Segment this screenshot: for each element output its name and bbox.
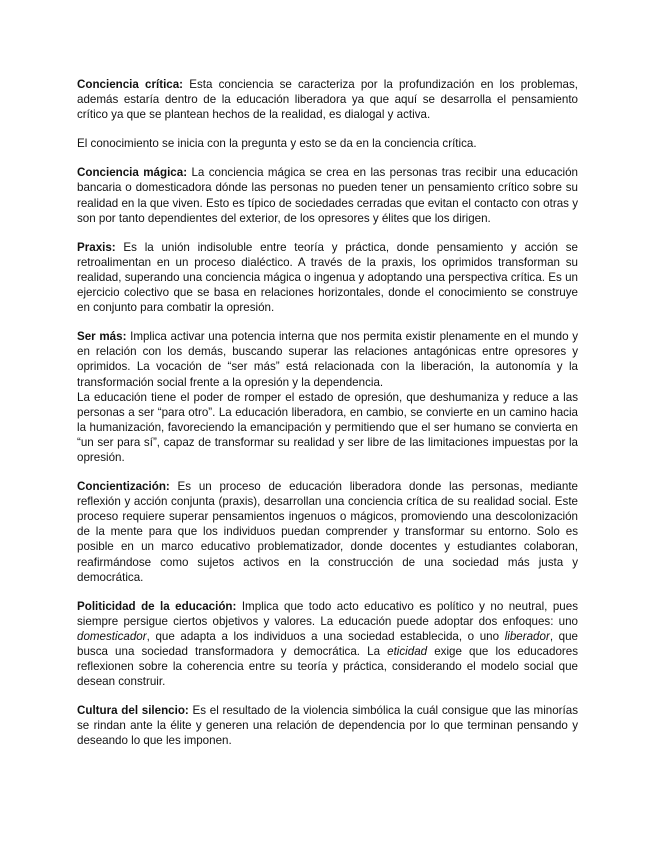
- paragraph-concientizacion: [77, 479, 578, 585]
- paragraph-praxis: [77, 240, 578, 315]
- paragraph-conciencia-magica: [77, 165, 578, 225]
- term-conciencia-magica: Conciencia mágica:: [77, 166, 188, 180]
- definition-politicidad-part-1: Implica que todo acto educativo es político y no neutral, pues siempre persigue ciertos objetivos y valores. La educación puede adoptar dos enfoques: uno: [77, 599, 578, 628]
- definition-cultura-silencio: Es el resultado de la violencia simbólica la cuál consigue que las minorías se rindan ante la élite y generen una relación de dependencia por lo que terminan pensando y deseando lo que les imponen.: [77, 704, 578, 748]
- definition-politicidad-eticidad: eticidad: [387, 645, 428, 658]
- term-conciencia-critica: Conciencia crítica:: [77, 78, 184, 91]
- definition-conciencia-critica: Esta conciencia se caracteriza por la profundización en los problemas, además estaría dentro de la educación liberadora ya que aquí se desarrolla el pensamiento crítico ya que se plantean hechos de la realidad, es dialogal y activa.: [77, 78, 578, 122]
- definition-conciencia-magica: La conciencia mágica se crea en las personas tras recibir una educación bancaria o domesticadora dónde las personas no pueden tener un pensamiento crítico sobre su realidad en la que viven. Esto es típico de sociedades cerradas que evitan el contacto con otras y son por tanto dependientes del exterior, de los opresores y élites que los dirigen.: [77, 166, 578, 225]
- paragraph-conocimiento: [77, 136, 578, 151]
- statement-conocimiento: El conocimiento se inicia con la pregunta y esto se da en la conciencia crítica.: [77, 137, 477, 151]
- definition-politicidad-part-4: exige que los educadores reflexionen sobre la coherencia entre su teoría y práctica, considerando el modelo social que desean construir.: [77, 645, 578, 689]
- term-concientizacion: Concientización:: [77, 480, 170, 494]
- definition-politicidad-part-3: , que busca una sociedad transformadora y democrática. La: [77, 629, 578, 658]
- definition-politicidad-liberador: liberador: [504, 629, 550, 643]
- term-cultura-silencio: Cultura del silencio:: [77, 704, 189, 718]
- paragraph-ser-mas: [77, 329, 578, 389]
- definition-praxis: Es la unión indisoluble entre teoría y práctica, donde pensamiento y acción se retroalimentan en un proceso dialéctico. A través de la praxis, los oprimidos transforman su realidad, superando una conciencia mágica o ingenua y adoptando una perspectiva crítica. Es un ejercicio colectivo que se basa en relaciones horizontales, donde el conocimiento se construye en conjunto para combatir la opresión.: [77, 240, 578, 315]
- paragraph-cultura-silencio: [77, 703, 578, 748]
- term-politicidad: Politicidad de la educación:: [77, 599, 237, 613]
- paragraph-politicidad: [77, 599, 578, 690]
- term-ser-mas: Ser más:: [77, 330, 127, 344]
- document-page: [77, 77, 578, 749]
- term-praxis: Praxis:: [77, 240, 116, 254]
- definition-politicidad-part-2: , que adapta a los individuos a una sociedad establecida, o uno: [146, 629, 505, 643]
- definition-concientizacion: Es un proceso de educación liberadora donde las personas, mediante reflexión y acción conjunta (praxis), desarrollan una conciencia crítica de su realidad social. Este proceso requiere superar pensamientos ingenuos o mágicos, promoviendo una descolonización de la mente para que los individuos puedan comprender y transformar su entorno. Solo es posible en un marco educativo problematizador, donde docentes y estudiantes colaboran, reafirmándose como sujetos activos en la construcción de una sociedad más justa y democrática.: [77, 480, 578, 584]
- definition-ser-mas: Implica activar una potencia interna que nos permita existir plenamente en el mundo y en relación con los demás, buscando superar las relaciones antagónicas entre opresores y oprimidos. La vocación de “ser más” está relacionada con la liberación, la autonomía y la transformación social frente a la opresión y la dependencia.: [77, 330, 578, 389]
- statement-educacion-opresion: La educación tiene el poder de romper el estado de opresión, que deshumaniza y reduce a las personas a ser “para otro”. La educación liberadora, en cambio, se convierte en un camino hacia la humanización, favoreciendo la emancipación y permitiendo que el ser humano se convierta en “un ser para sí”, capaz de transformar su realidad y ser libre de las limitaciones impuestas por la opresión.: [77, 390, 578, 464]
- paragraph-conciencia-critica: [77, 77, 578, 122]
- definition-politicidad-domesticador: domesticador: [77, 629, 147, 643]
- paragraph-educacion-opresion: [77, 390, 578, 465]
